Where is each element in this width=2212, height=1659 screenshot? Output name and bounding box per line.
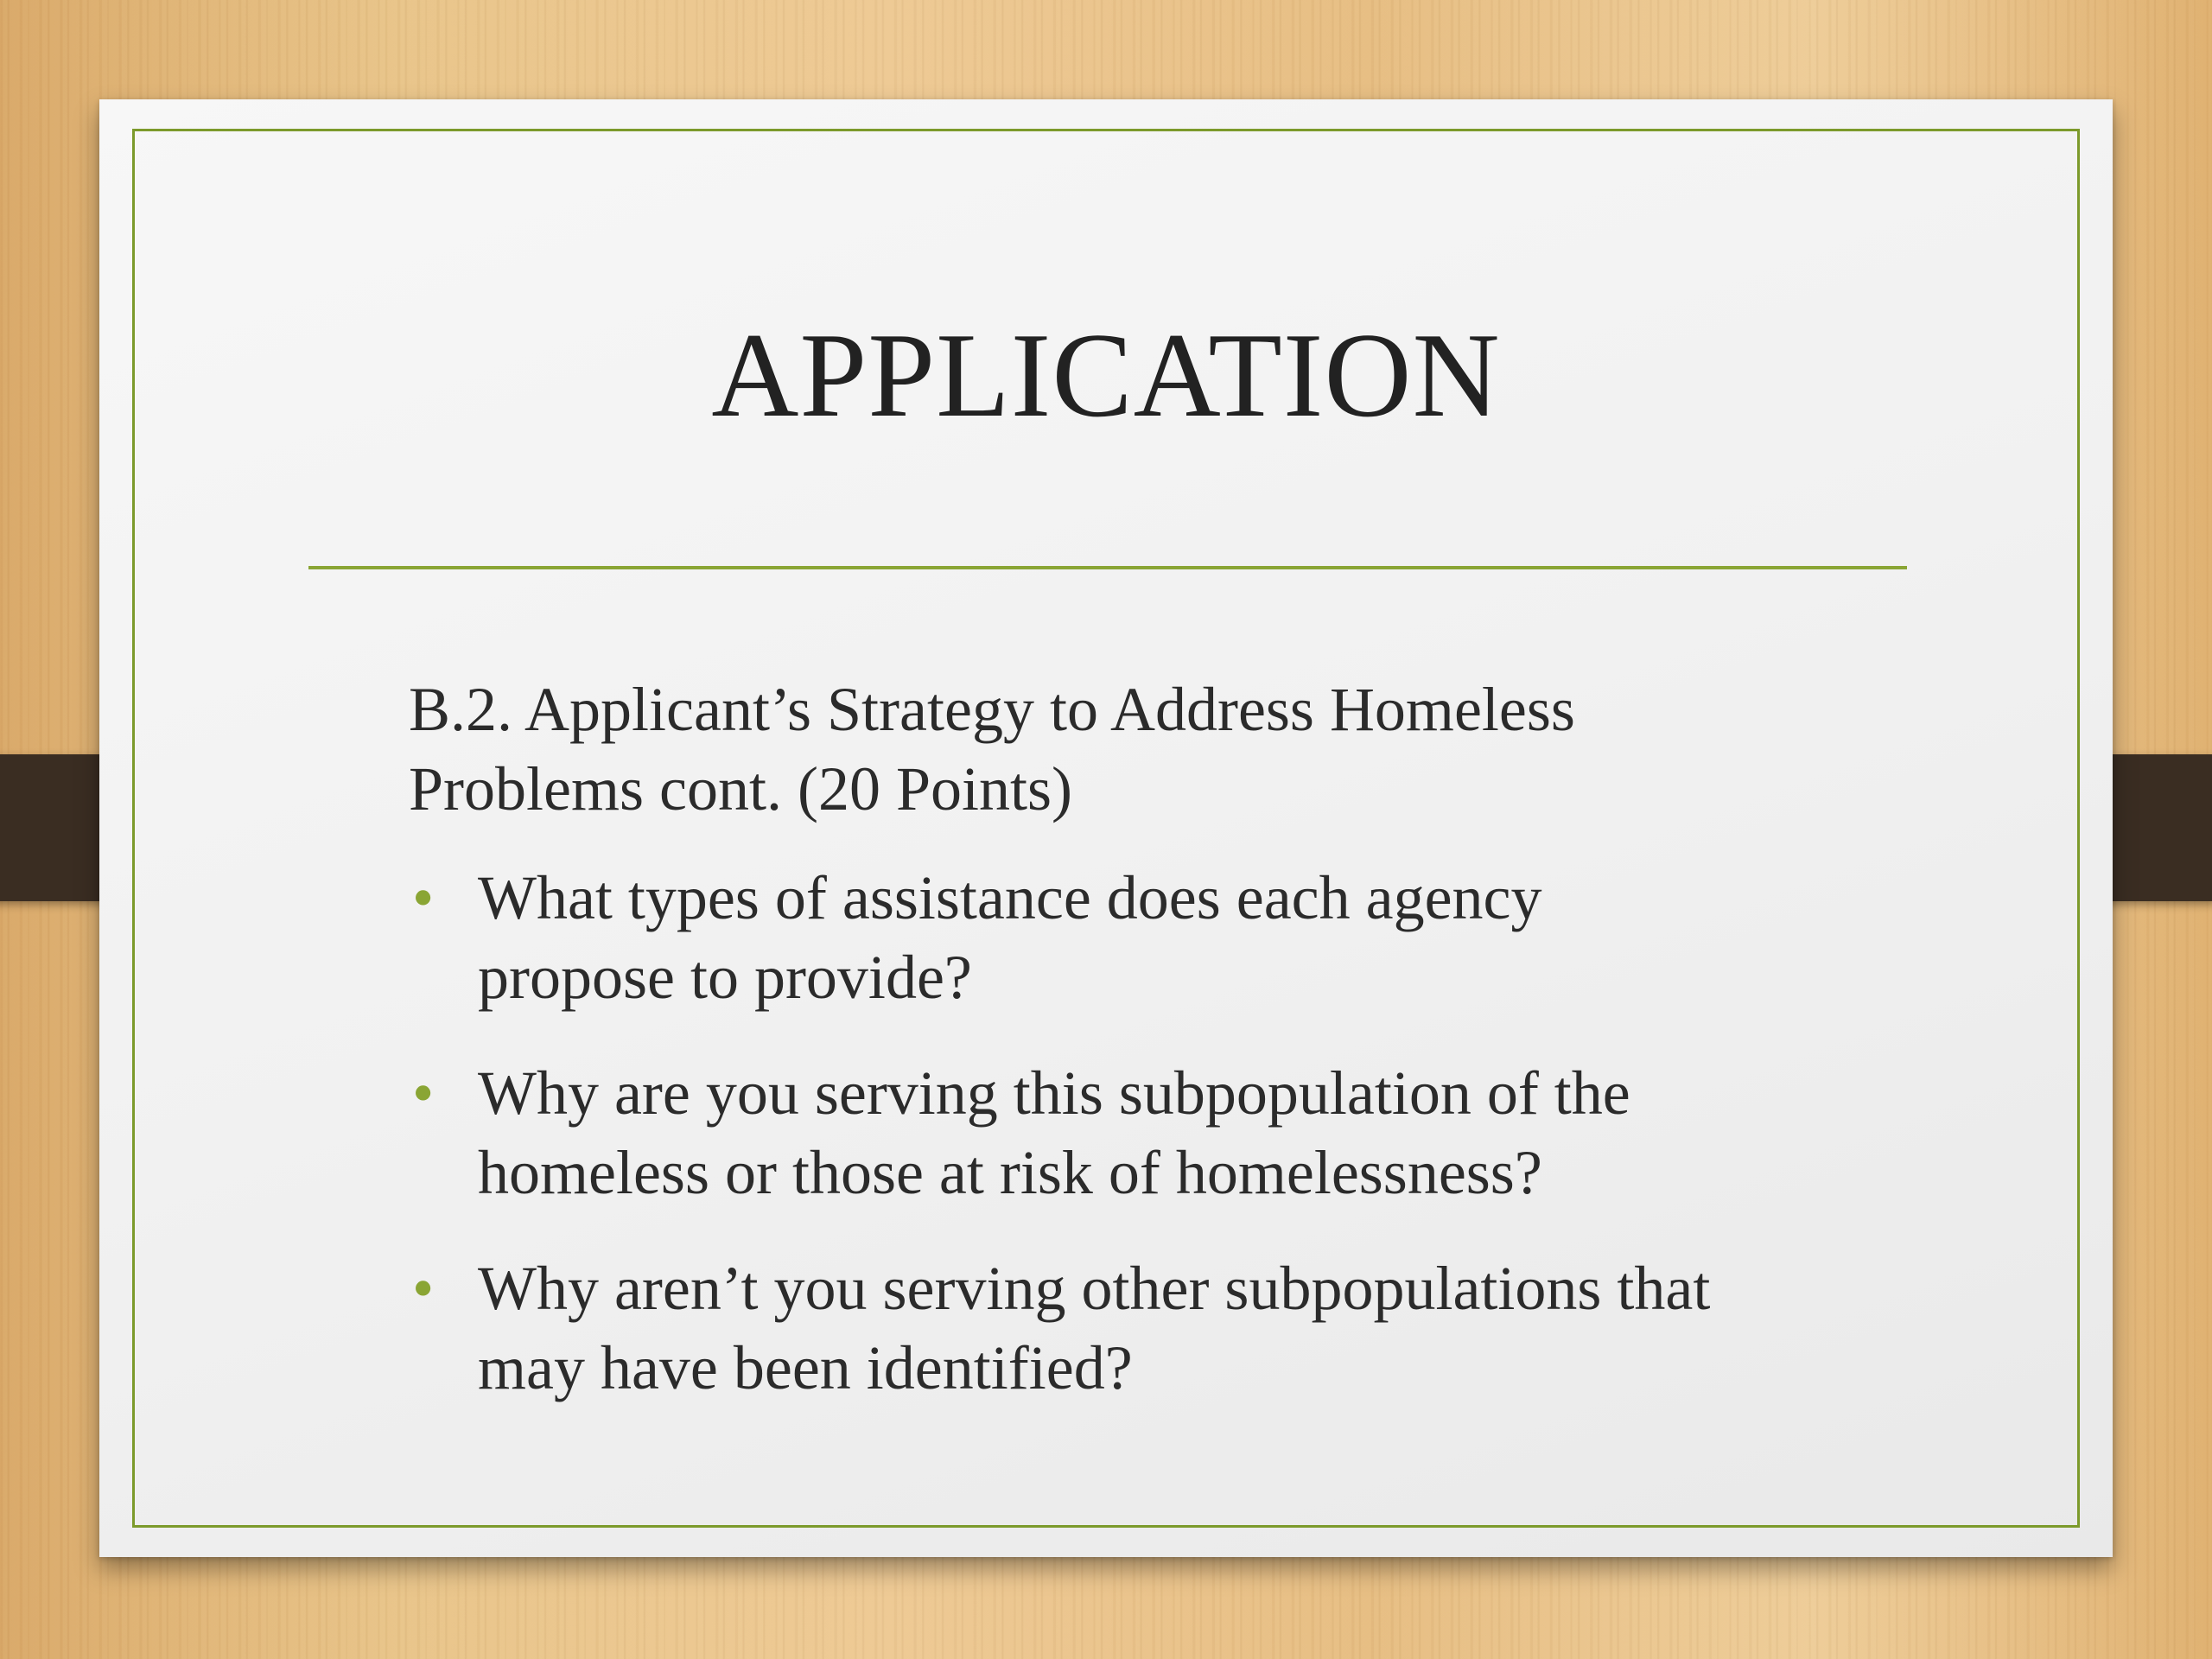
bullet-text-line-1: What types of assistance does each agency [478, 863, 1542, 932]
bullet-text-line-2: may have been identified? [478, 1333, 1133, 1402]
bullet-icon: • [412, 1254, 435, 1323]
bullet-item [409, 858, 1878, 1017]
section-heading [409, 670, 1878, 829]
bullet-text-line-2: homeless or those at risk of homelessness? [478, 1138, 1542, 1207]
bullet-text-line-1: Why are you serving this subpopulation of the [478, 1058, 1630, 1128]
slide-body [409, 670, 1878, 1444]
bullet-list [409, 858, 1878, 1408]
bullet-icon: • [412, 863, 435, 932]
bullet-text-line-2: propose to provide? [478, 943, 972, 1012]
bullet-item [409, 1053, 1878, 1212]
title-divider [308, 566, 1907, 569]
slide [99, 99, 2113, 1557]
bullet-item [409, 1249, 1878, 1408]
section-heading-line-2: Problems cont. (20 Points) [409, 754, 1072, 823]
slide-title: APPLICATION [711, 308, 1501, 442]
bullet-text-line-1: Why aren’t you serving other subpopulations that [478, 1254, 1711, 1323]
section-heading-line-1: B.2. Applicant’s Strategy to Address Homeless [409, 675, 1575, 744]
bullet-icon: • [412, 1058, 435, 1128]
